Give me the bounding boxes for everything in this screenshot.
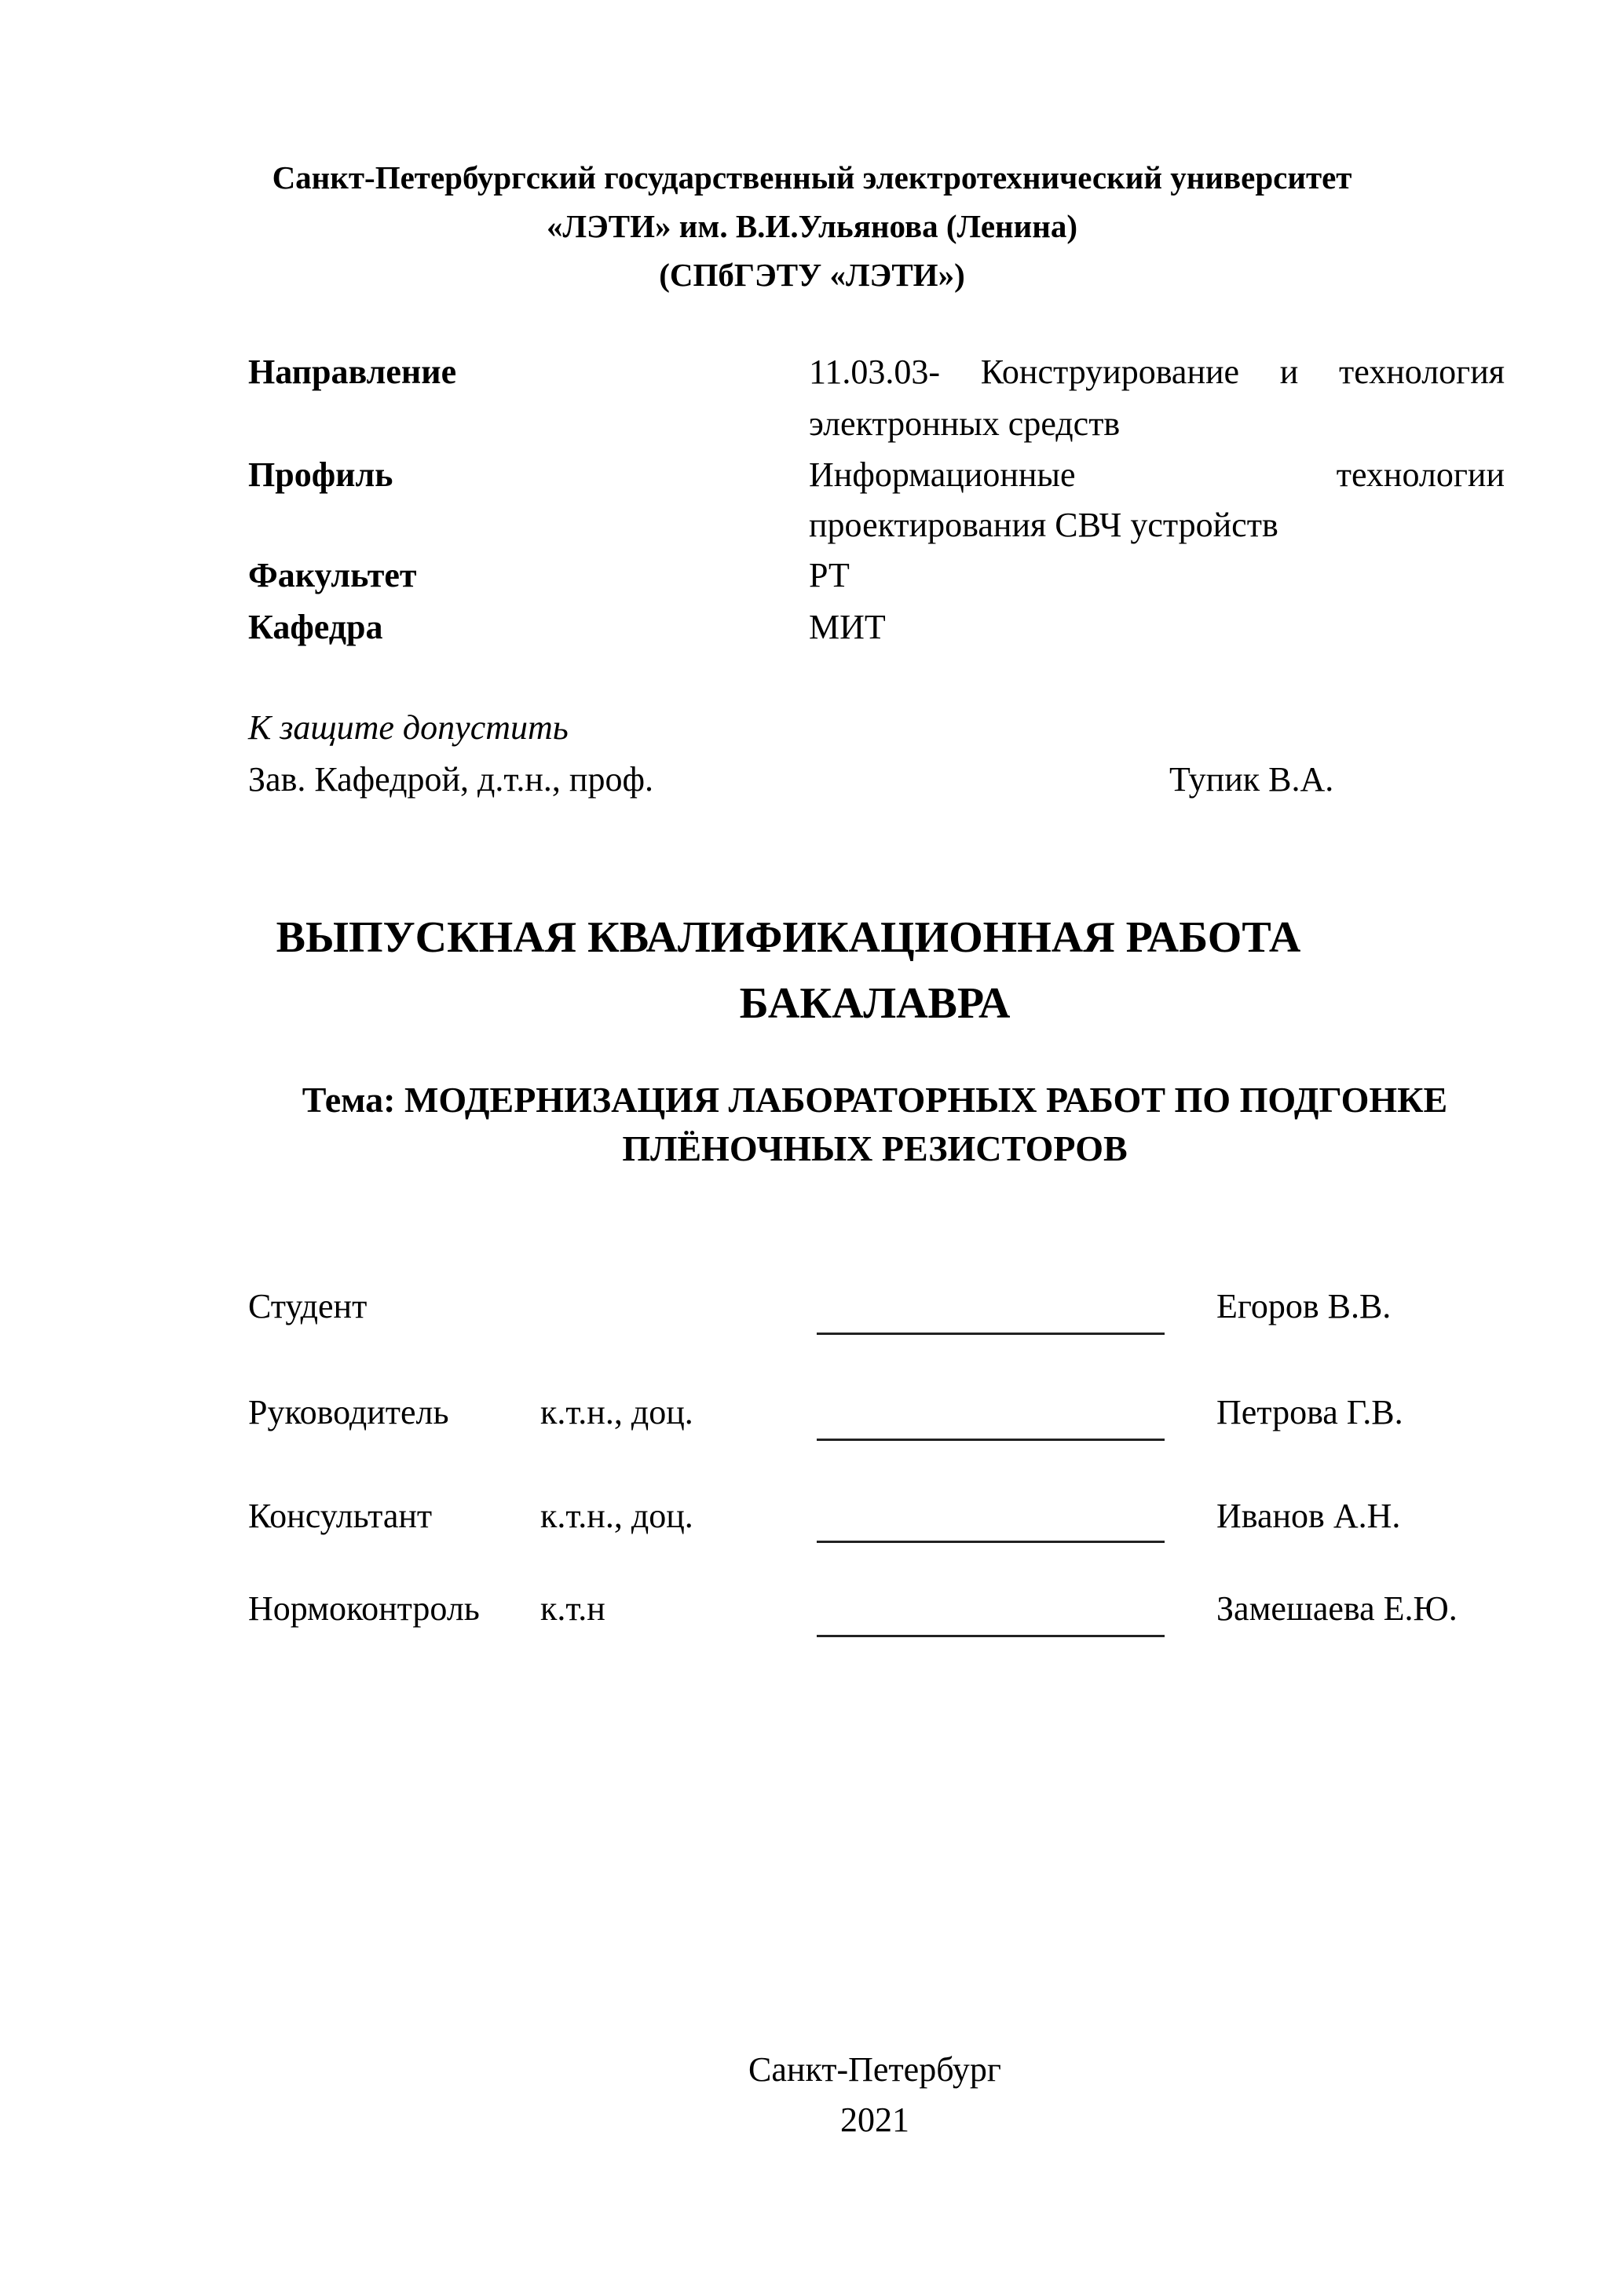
profile-label: Профиль	[248, 455, 393, 494]
signature-line	[817, 1541, 1165, 1543]
signature-degree: к.т.н., доц.	[540, 1393, 693, 1431]
signature-degree: к.т.н., доц.	[540, 1497, 693, 1535]
signature-line	[817, 1635, 1165, 1637]
signature-name: Иванов А.Н.	[1216, 1497, 1401, 1535]
signature-role: Нормоконтроль	[248, 1589, 480, 1628]
approval-position: Зав. Кафедрой, д.т.н., проф.	[248, 760, 653, 799]
footer-city: Санкт-Петербург	[748, 2050, 1001, 2089]
signature-name: Замешаева Е.Ю.	[1216, 1589, 1458, 1628]
direction-label: Направление	[248, 353, 457, 391]
footer-year: 2021	[840, 2100, 909, 2139]
signature-role: Руководитель	[248, 1393, 449, 1431]
work-title-line2: БАКАЛАВРА	[739, 979, 1011, 1028]
signature-line	[817, 1439, 1165, 1441]
signature-line	[817, 1333, 1165, 1335]
university-full-name: «ЛЭТИ» им. В.И.Ульянова (Ленина)	[546, 208, 1078, 244]
work-title-line1: ВЫПУСКНАЯ КВАЛИФИКАЦИОННАЯ РАБОТА	[276, 913, 1301, 962]
signature-role: Студент	[248, 1287, 368, 1325]
profile-word: Информационные	[809, 455, 1076, 494]
faculty-value: РТ	[809, 556, 850, 594]
university-name: Санкт-Петербургский государственный электротехнический университет	[272, 159, 1352, 196]
direction-value-line2: электронных средств	[809, 404, 1121, 443]
theme-line2: ПЛЁНОЧНЫХ РЕЗИСТОРОВ	[622, 1128, 1128, 1168]
department-value: МИТ	[809, 608, 886, 646]
signature-degree: к.т.н	[540, 1589, 605, 1628]
profile-value-line2: проектирования СВЧ устройств	[809, 506, 1278, 544]
direction-value-line1	[809, 349, 1505, 396]
faculty-label: Факультет	[248, 556, 417, 594]
direction-code: 11.03.03-	[809, 353, 941, 391]
direction-word: и	[1279, 353, 1299, 391]
signature-role: Консультант	[248, 1497, 433, 1535]
profile-value-line1	[809, 452, 1505, 499]
approval-heading: К защите допустить	[248, 708, 569, 747]
direction-word: Конструирование	[980, 353, 1240, 391]
theme-line1: Тема: МОДЕРНИЗАЦИЯ ЛАБОРАТОРНЫХ РАБОТ ПО ПОДГОНКЕ	[302, 1080, 1448, 1120]
direction-word: технология	[1339, 353, 1505, 391]
approval-name: Тупик В.А.	[1169, 760, 1334, 799]
signature-name: Петрова Г.В.	[1216, 1393, 1403, 1431]
department-label: Кафедра	[248, 608, 383, 646]
signature-name: Егоров В.В.	[1216, 1287, 1392, 1325]
university-abbr: (СПбГЭТУ «ЛЭТИ»)	[659, 257, 965, 293]
profile-word: технологии	[1336, 455, 1505, 494]
